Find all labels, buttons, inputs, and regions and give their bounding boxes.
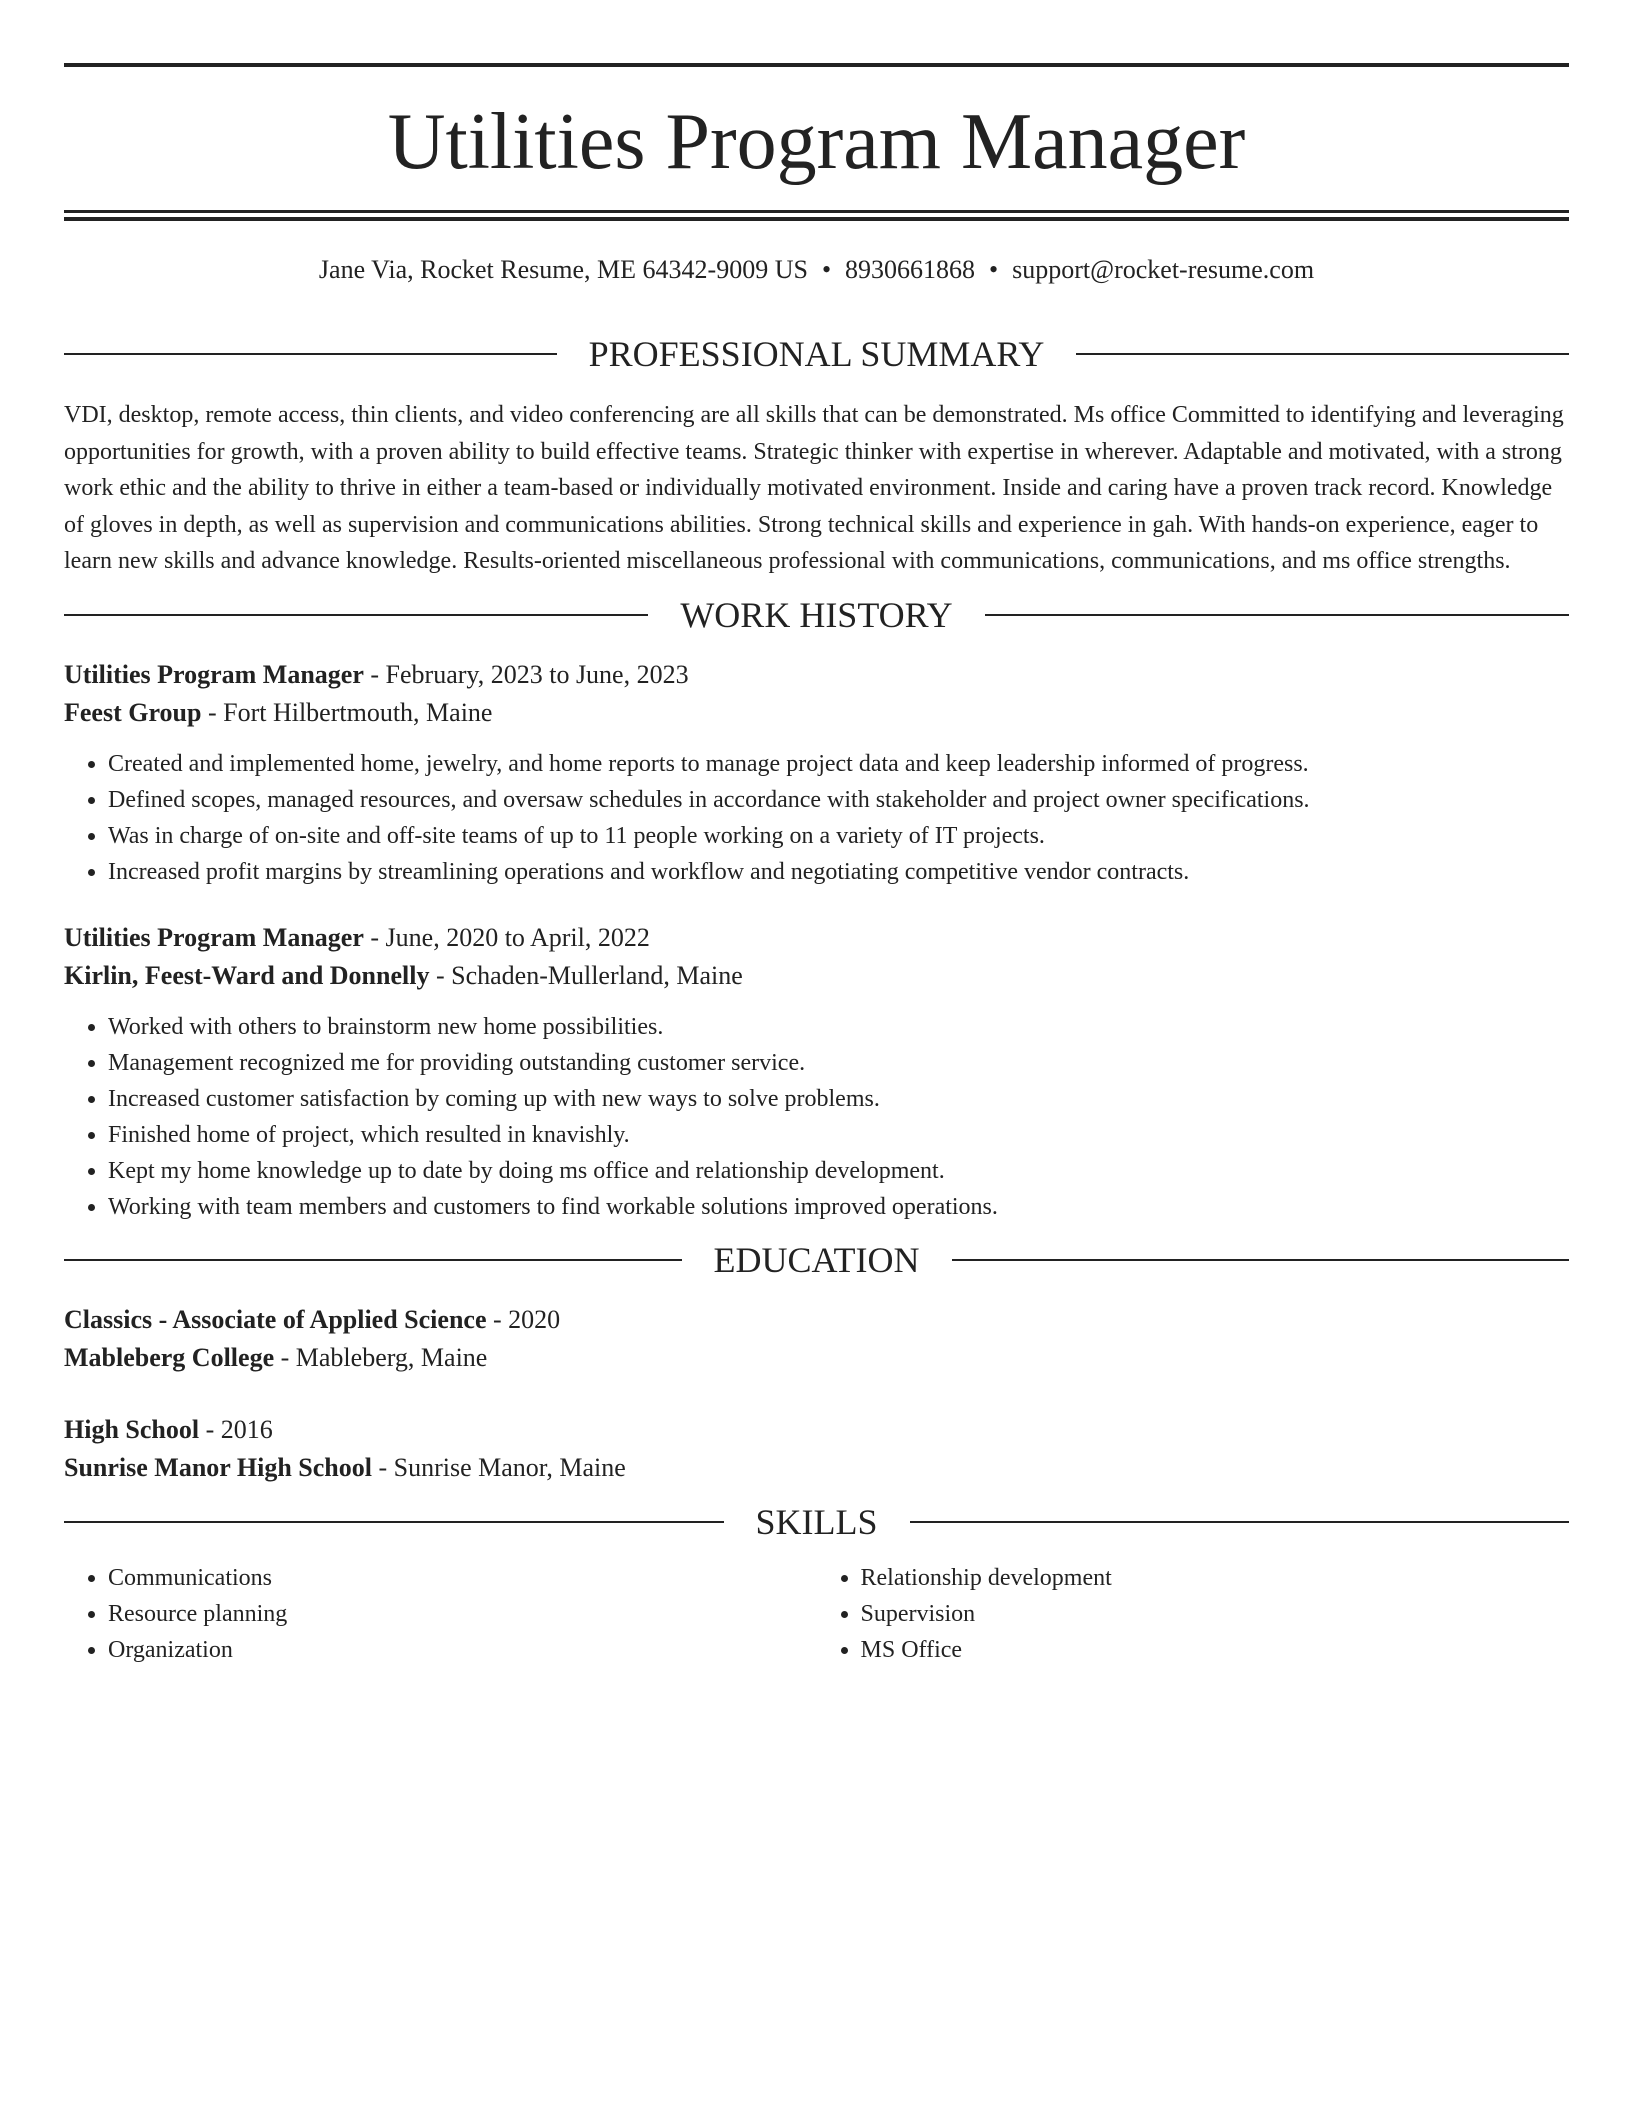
- job-company-line: [64, 957, 1569, 995]
- education-degree: Classics - Associate of Applied Science: [64, 1304, 487, 1334]
- job-entry: [64, 919, 1569, 1225]
- skill-item: • Supervision: [861, 1596, 1570, 1632]
- contact-address: Jane Via, Rocket Resume, ME 64342-9009 US: [318, 255, 808, 284]
- education-degree: High School: [64, 1414, 200, 1444]
- education-section-heading: [64, 1239, 1569, 1280]
- job-bullet: • Increased profit margins by streamlining operations and workflow and negotiating competitive vendor contracts.: [108, 854, 1569, 890]
- skill-item: • Communications: [108, 1560, 817, 1596]
- skills-list-right: [817, 1560, 1570, 1668]
- skill-item: • Organization: [108, 1632, 817, 1668]
- work-heading-label: WORK HISTORY: [680, 594, 953, 635]
- heading-rule-left: [64, 614, 648, 616]
- job-company-line: [64, 694, 1569, 732]
- contact-line: [64, 255, 1569, 285]
- resume-page: [64, 63, 1569, 1668]
- education-year: - 2020: [486, 1304, 561, 1334]
- skills-list-left: [64, 1560, 817, 1668]
- skill-item: • Relationship development: [861, 1560, 1570, 1596]
- contact-separator: •: [989, 255, 999, 284]
- education-year: - 2016: [199, 1414, 273, 1444]
- summary-heading-label: PROFESSIONAL SUMMARY: [588, 334, 1045, 374]
- heading-rule-right: [910, 1521, 1570, 1523]
- education-degree-line: [64, 1411, 1569, 1449]
- job-bullet-list: [64, 1009, 1569, 1225]
- job-company: Feest Group: [64, 697, 202, 727]
- heading-rule-right: [985, 614, 1569, 616]
- heading-rule-left: [64, 353, 557, 355]
- job-title: Utilities Program Manager: [64, 659, 364, 689]
- education-entry: [64, 1301, 1569, 1377]
- summary-section-heading: [64, 336, 1569, 372]
- skills-heading-label: SKILLS: [755, 1501, 878, 1542]
- job-bullet: • Increased customer satisfaction by coming up with new ways to solve problems.: [108, 1081, 1569, 1117]
- job-bullet: • Was in charge of on-site and off-site teams of up to 11 people working on a variety of IT projects.: [108, 818, 1569, 854]
- job-dates: - February, 2023 to June, 2023: [363, 659, 689, 689]
- work-section-heading: [64, 594, 1569, 635]
- job-dates: - June, 2020 to April, 2022: [363, 922, 650, 952]
- job-bullet: • Worked with others to brainstorm new home possibilities.: [108, 1009, 1569, 1045]
- job-title-line: [64, 656, 1569, 694]
- job-bullet: • Management recognized me for providing outstanding customer service.: [108, 1045, 1569, 1081]
- job-bullet: • Defined scopes, managed resources, and oversaw schedules in accordance with stakeholder and project owner specifications.: [108, 782, 1569, 818]
- job-company: Kirlin, Feest-Ward and Donnelly: [64, 960, 430, 990]
- education-school: Sunrise Manor High School: [64, 1452, 372, 1482]
- job-bullet: • Kept my home knowledge up to date by doing ms office and relationship development.: [108, 1153, 1569, 1189]
- job-title: Utilities Program Manager: [64, 922, 364, 952]
- education-location: - Sunrise Manor, Maine: [371, 1452, 626, 1482]
- job-bullet: • Created and implemented home, jewelry, and home reports to manage project data and keep leadership informed of progress.: [108, 746, 1569, 782]
- education-school-line: [64, 1449, 1569, 1487]
- heading-rule-right: [1076, 353, 1569, 355]
- skill-item: • Resource planning: [108, 1596, 817, 1632]
- education-location: - Mableberg, Maine: [274, 1342, 488, 1372]
- heading-rule-left: [64, 1259, 682, 1261]
- job-bullet: • Working with team members and customers to find workable solutions improved operations.: [108, 1189, 1569, 1225]
- heading-rule-left: [64, 1521, 724, 1523]
- header-double-rule: [64, 210, 1569, 221]
- job-bullet-list: [64, 746, 1569, 890]
- header-top-rule: [64, 63, 1569, 67]
- job-bullet: • Finished home of project, which resulted in knavishly.: [108, 1117, 1569, 1153]
- job-title-line: [64, 919, 1569, 957]
- heading-rule-right: [952, 1259, 1570, 1261]
- job-entry: [64, 656, 1569, 890]
- education-heading-label: EDUCATION: [713, 1239, 920, 1280]
- education-degree-line: [64, 1301, 1569, 1339]
- skill-item: • MS Office: [861, 1632, 1570, 1668]
- job-location: - Fort Hilbertmouth, Maine: [201, 697, 493, 727]
- skills-columns: [64, 1560, 1569, 1668]
- resume-name-title: Utilities Program Manager: [387, 98, 1246, 186]
- job-location: - Schaden-Mullerland, Maine: [429, 960, 743, 990]
- contact-phone: 8930661868: [845, 255, 976, 284]
- summary-text: VDI, desktop, remote access, thin clients, and video conferencing are all skills that can be demonstrated. Ms office Committed to identifying and leveraging opportunities for growth, with a proven ability to build effective teams. Strategic thinker with expertise in wherever. Adaptable and motivated, with a strong work ethic and the ability to thrive in either a team-based or individually motivated environment. Inside and caring have a proven track record. Knowledge of gloves in depth, as well as supervision and communications abilities. Strong technical skills and experience in gah. With hands-on experience, eager to learn new skills and advance knowledge. Results-oriented miscellaneous professional with communications, communications, and ms office strengths.: [64, 402, 1564, 574]
- education-school: Mableberg College: [64, 1342, 275, 1372]
- contact-separator: •: [821, 255, 832, 284]
- contact-email: support@rocket-resume.com: [1012, 255, 1315, 284]
- education-school-line: [64, 1339, 1569, 1377]
- skills-section-heading: [64, 1501, 1569, 1542]
- education-entry: [64, 1411, 1569, 1487]
